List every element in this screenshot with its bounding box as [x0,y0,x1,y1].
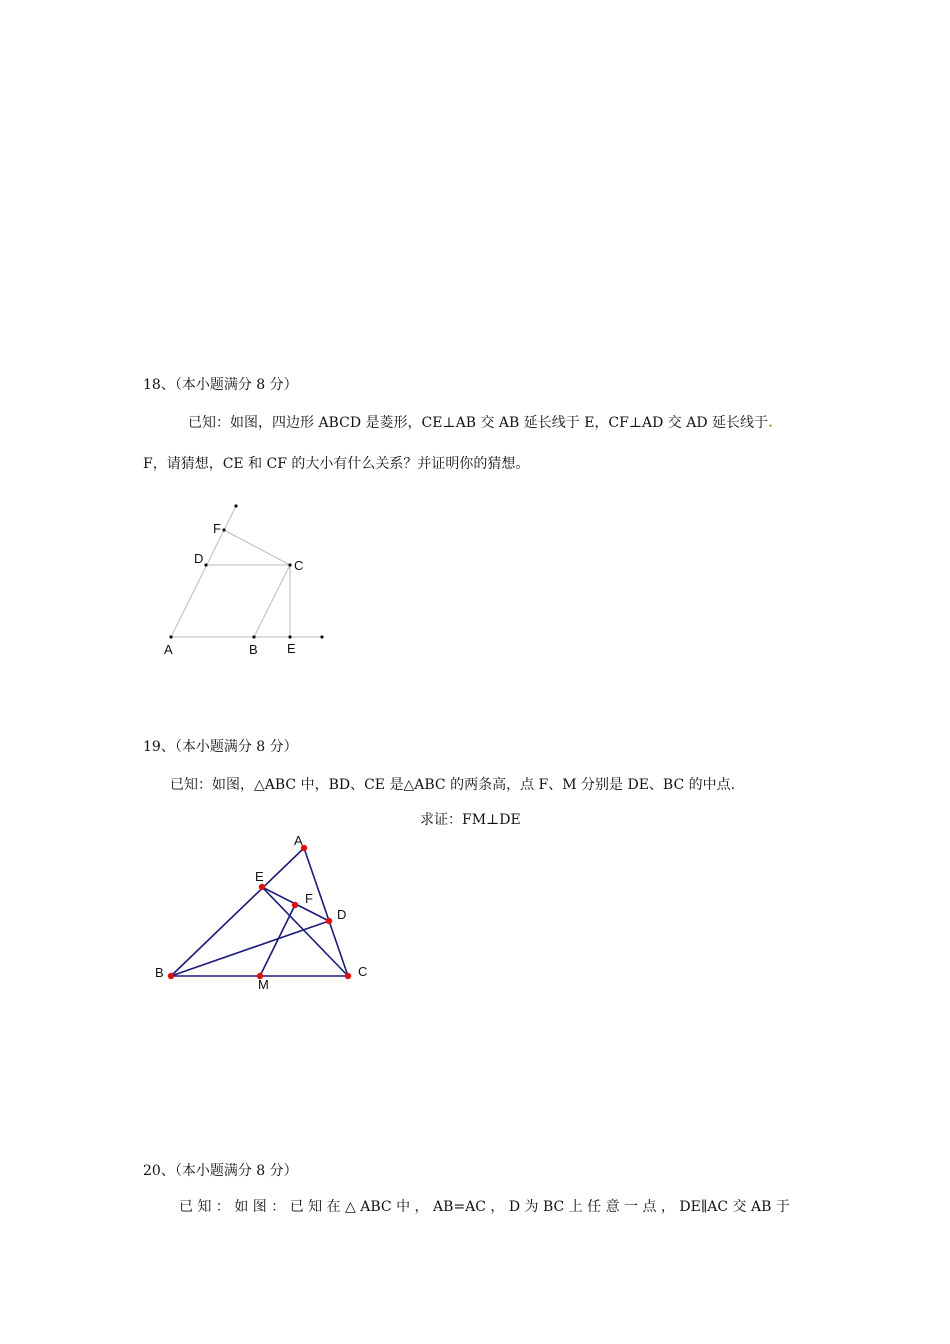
q18-label-a: A [164,642,173,657]
q19-point-c [345,973,351,979]
q19-line-fm [260,905,295,976]
q19-text-line1: 已知：如图，△ABC 中，BD、CE 是△ABC 的两条高，点 F、M 分别是 DE、BC 的中点. [170,777,736,793]
q18-label-e: E [287,641,296,656]
q19-label-a: A [294,833,303,848]
q19-point-d [326,918,332,924]
q18-header: 18、（本小题满分 8 分） [143,377,298,393]
q19-text-line2: 求证：FM⊥DE [420,812,521,828]
q19-label-c: C [358,964,368,979]
q19-label-f: F [305,891,313,906]
q19-point-f [292,902,298,908]
q20-header: 20、（本小题满分 8 分） [143,1163,298,1179]
q20-text-line1: 已 知 ： 如 图 ： 已 知 在 △ ABC 中 ， AB=AC ， D 为 BC 上 任 意 一 点 ， DE∥AC 交 AB 于 [179,1199,790,1215]
q19-label-e: E [255,869,264,884]
q18-label-c: C [294,558,304,573]
q19-label-b: B [155,965,164,980]
q19-label-d: D [337,907,347,922]
q18-line1-mark: . [768,415,773,431]
q18-label-f: F [213,521,221,536]
q19-point-b [168,973,174,979]
q19-header: 19、（本小题满分 8 分） [143,739,298,755]
q18-line1-text: 已知：如图，四边形 ABCD 是菱形，CE⊥AB 交 AB 延长线于 E，CF⊥AD 交 AD 延长线于 [188,415,769,431]
q19-line-bd [171,921,329,976]
q19-point-e [259,884,265,890]
q18-text-line2: F，请猜想，CE 和 CF 的大小有什么关系？并证明你的猜想。 [143,456,530,472]
q19-label-m: M [258,977,269,992]
q19-line-ab [171,848,304,976]
q18-label-d: D [194,551,204,566]
q18-label-b: B [249,642,258,657]
